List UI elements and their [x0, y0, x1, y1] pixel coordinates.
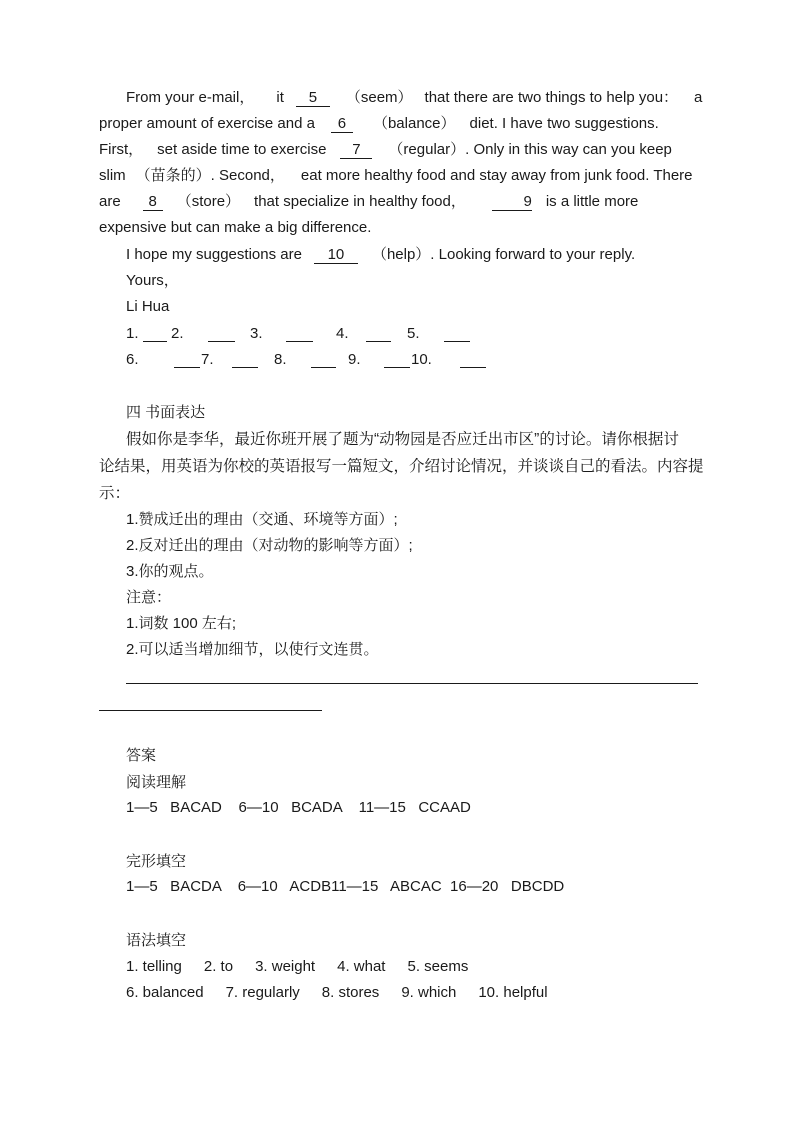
section-heading-writing: 四 书面表达: [126, 404, 206, 421]
reading-answers: 1—5 BACAD 6—10 BCADA 11—15 CCAAD: [126, 799, 471, 816]
passage-line-4: [99, 166, 693, 186]
text: proper amount of exercise and a: [99, 115, 315, 132]
passage-line-1: [126, 88, 702, 108]
reading-label: 阅读理解: [126, 774, 187, 791]
answer-line[interactable]: [232, 367, 258, 368]
text: that specialize in healthy food，: [254, 193, 466, 210]
passage-line-7: [126, 245, 635, 265]
blank-6: 6: [331, 115, 353, 133]
text: that there are two things to help you：: [424, 89, 679, 106]
answer-line[interactable]: [384, 367, 410, 368]
text: set aside time to exercise: [157, 141, 327, 158]
writing-item: 3.你的观点。: [126, 563, 214, 580]
text: expensive but can make a big difference.: [99, 219, 372, 236]
grammar-answer: 2. to: [203, 958, 234, 975]
signature: Li Hua: [126, 298, 170, 315]
answers-title: 答案: [126, 747, 157, 764]
answer-number: 1.: [126, 325, 139, 342]
text: are: [99, 193, 121, 210]
answer-line[interactable]: [143, 341, 167, 342]
answer-number: 9.: [348, 351, 361, 368]
text: eat more healthy food and stay away from junk food. There: [300, 167, 693, 184]
note-label: 注意：: [126, 589, 172, 606]
text: is a little more: [545, 193, 639, 210]
grammar-answer: 9. which: [401, 984, 457, 1001]
answer-line[interactable]: [286, 341, 313, 342]
grammar-answer: 4. what: [337, 958, 386, 975]
blank-5: 5: [296, 89, 330, 107]
answer-line[interactable]: [174, 367, 200, 368]
answer-line[interactable]: [366, 341, 391, 342]
text: slim: [99, 167, 126, 184]
grammar-answers-row-2: [126, 983, 548, 1003]
writing-prompt: 论结果，用英语为你校的英语报写一篇短文，介绍讨论情况，并谈谈自己的看法。内容提: [99, 458, 704, 475]
answer-number: 5.: [407, 325, 420, 342]
grammar-answer: 8. stores: [321, 984, 380, 1001]
grammar-answer: 7. regularly: [225, 984, 300, 1001]
text: First，: [99, 141, 144, 158]
grammar-answer: 3. weight: [255, 958, 316, 975]
answer-number: 6.: [126, 351, 139, 368]
answer-number: 8.: [274, 351, 287, 368]
writing-prompt: 示：: [99, 485, 131, 502]
grammar-answer: 5. seems: [407, 958, 469, 975]
passage-line-2: [99, 114, 659, 134]
text: From your e-mail，: [126, 89, 255, 106]
writing-line[interactable]: [99, 710, 322, 711]
closing: Yours，: [126, 272, 179, 289]
cloze-answers: 1—5 BACDA 6—10 ACDB11—15 ABCAC 16—20 DBCDD: [126, 878, 565, 895]
note-item: 2.可以适当增加细节，以使行文连贯。: [126, 641, 379, 658]
answer-line[interactable]: [460, 367, 486, 368]
answer-line[interactable]: [444, 341, 470, 342]
answer-number: 3.: [250, 325, 263, 342]
grammar-answer: 10. helpful: [478, 984, 548, 1001]
blank-7: 7: [340, 141, 372, 159]
writing-item: 2.反对迁出的理由（对动物的影响等方面）;: [126, 537, 413, 554]
text: （苗条的）. Second，: [135, 167, 285, 184]
text: it: [276, 89, 284, 106]
text: diet. I have two suggestions.: [469, 115, 659, 132]
grammar-answer: 1. telling: [126, 958, 182, 975]
grammar-answer: 6. balanced: [126, 984, 204, 1001]
hint-store: （store）: [176, 193, 241, 210]
writing-line[interactable]: [126, 683, 698, 684]
text: a: [694, 89, 703, 106]
answer-number: 2.: [171, 325, 184, 342]
passage-line-3: [99, 140, 672, 160]
passage-line-6: [99, 218, 371, 238]
note-item: 1.词数 100 左右;: [126, 615, 237, 632]
blank-10: 10: [314, 246, 358, 264]
hint-help: （help）. Looking forward to your reply.: [371, 246, 636, 263]
cloze-label: 完形填空: [126, 853, 187, 870]
hint-seem: （seem）: [345, 89, 413, 106]
hint-balance: （balance）: [372, 115, 456, 132]
answer-line[interactable]: [311, 367, 336, 368]
passage-line-5: [99, 192, 638, 212]
writing-item: 1.赞成迁出的理由（交通、环境等方面）;: [126, 511, 398, 528]
answer-number: 4.: [336, 325, 349, 342]
grammar-label: 语法填空: [126, 932, 187, 949]
blank-8: 8: [143, 193, 163, 211]
writing-prompt: 假如你是李华，最近你班开展了题为“动物园是否应迁出市区”的讨论。请你根据讨: [126, 431, 679, 448]
text: I hope my suggestions are: [126, 246, 302, 263]
answer-line[interactable]: [208, 341, 235, 342]
answer-number: 10.: [411, 351, 432, 368]
blank-9: 9: [492, 193, 532, 211]
answer-number: 7.: [201, 351, 214, 368]
hint-regular: （regular）. Only in this way can you keep: [388, 141, 672, 158]
grammar-answers-row-1: [126, 957, 468, 977]
